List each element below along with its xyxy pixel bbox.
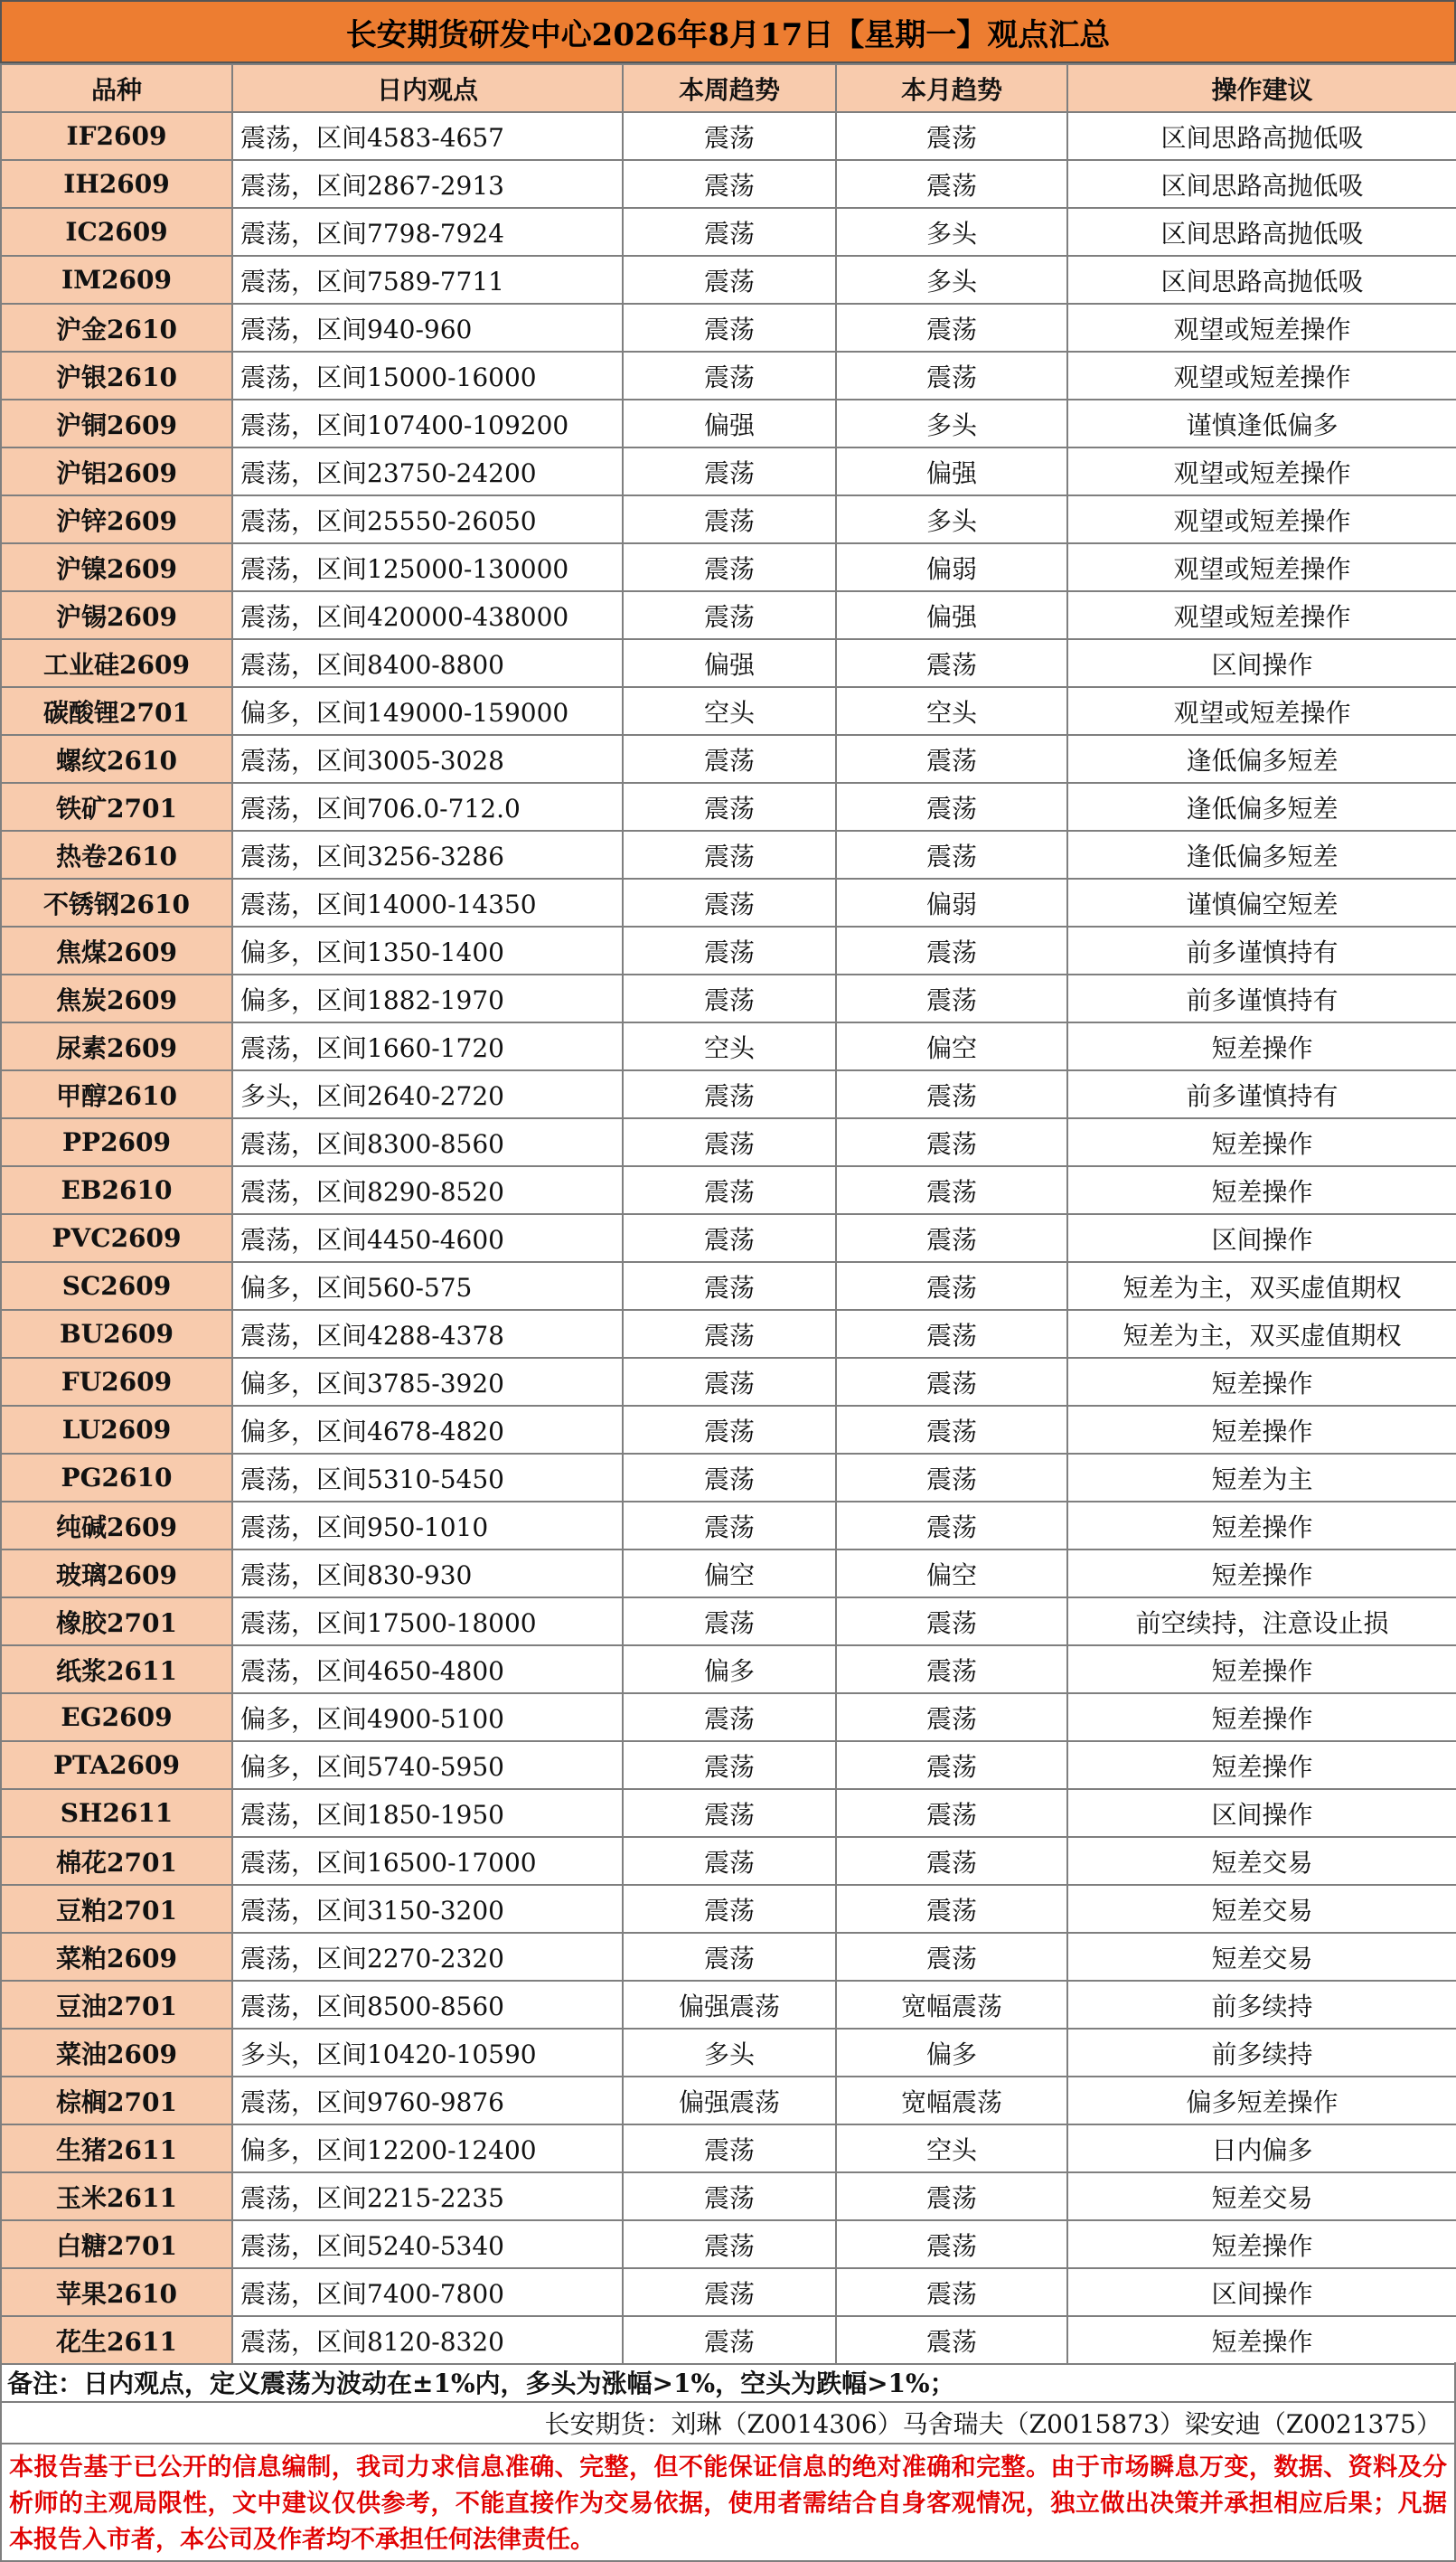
intraday-view-cell: 震荡，区间25550-26050: [232, 495, 623, 543]
table-row: [1, 1214, 1456, 1262]
table-row: [1, 1454, 1456, 1502]
monthly-trend-cell: 宽幅震荡: [836, 1981, 1067, 2029]
page-title: 长安期货研发中心2026年8月17日【星期一】观点汇总: [0, 0, 1456, 63]
table-row: [1, 591, 1456, 639]
intraday-view-cell: 震荡，区间7400-7800: [232, 2268, 623, 2316]
variety-cell: 白糖2701: [1, 2220, 232, 2268]
table-row: [1, 160, 1456, 208]
suggestion-cell: 短差操作: [1067, 1406, 1456, 1454]
suggestion-cell: 短差操作: [1067, 1502, 1456, 1549]
table-header-row: [1, 64, 1456, 112]
variety-cell: 菜粕2609: [1, 1933, 232, 1981]
variety-cell: IM2609: [1, 256, 232, 304]
suggestion-cell: 短差交易: [1067, 2172, 1456, 2220]
monthly-trend-cell: 震荡: [836, 352, 1067, 400]
table-row: [1, 783, 1456, 831]
monthly-trend-cell: 震荡: [836, 160, 1067, 208]
intraday-view-cell: 震荡，区间830-930: [232, 1549, 623, 1597]
variety-cell: 菜油2609: [1, 2029, 232, 2077]
monthly-trend-cell: 震荡: [836, 783, 1067, 831]
table-row: [1, 1502, 1456, 1549]
suggestion-cell: 短差操作: [1067, 1645, 1456, 1693]
weekly-trend-cell: 震荡: [623, 352, 836, 400]
table-row: [1, 256, 1456, 304]
monthly-trend-cell: 偏多: [836, 2029, 1067, 2077]
suggestion-cell: 前多谨慎持有: [1067, 975, 1456, 1022]
variety-cell: EB2610: [1, 1166, 232, 1214]
weekly-trend-cell: 震荡: [623, 1454, 836, 1502]
suggestion-cell: 短差操作: [1067, 1166, 1456, 1214]
table-row: [1, 1837, 1456, 1885]
table-row: [1, 1693, 1456, 1741]
weekly-trend-cell: 震荡: [623, 831, 836, 879]
variety-cell: 焦煤2609: [1, 927, 232, 975]
weekly-trend-cell: 震荡: [623, 1358, 836, 1406]
table-body: [1, 112, 1456, 2364]
variety-cell: 不锈钢2610: [1, 879, 232, 927]
weekly-trend-cell: 震荡: [623, 2268, 836, 2316]
variety-cell: 豆油2701: [1, 1981, 232, 2029]
monthly-trend-cell: 震荡: [836, 831, 1067, 879]
suggestion-cell: 谨慎偏空短差: [1067, 879, 1456, 927]
monthly-trend-cell: 震荡: [836, 1645, 1067, 1693]
variety-cell: LU2609: [1, 1406, 232, 1454]
table-row: [1, 735, 1456, 783]
variety-cell: EG2609: [1, 1693, 232, 1741]
intraday-view-cell: 震荡，区间8120-8320: [232, 2316, 623, 2364]
suggestion-cell: 区间操作: [1067, 639, 1456, 687]
table-row: [1, 831, 1456, 879]
suggestion-cell: 观望或短差操作: [1067, 304, 1456, 352]
monthly-trend-cell: 震荡: [836, 1454, 1067, 1502]
weekly-trend-cell: 偏强震荡: [623, 1981, 836, 2029]
suggestion-cell: 短差交易: [1067, 1885, 1456, 1933]
suggestion-cell: 日内偏多: [1067, 2124, 1456, 2172]
intraday-view-cell: 震荡，区间17500-18000: [232, 1597, 623, 1645]
intraday-view-cell: 震荡，区间14000-14350: [232, 879, 623, 927]
variety-cell: SC2609: [1, 1262, 232, 1310]
monthly-trend-cell: 偏弱: [836, 879, 1067, 927]
intraday-view-cell: 震荡，区间2270-2320: [232, 1933, 623, 1981]
table-row: [1, 2077, 1456, 2124]
variety-cell: 沪金2610: [1, 304, 232, 352]
suggestion-cell: 观望或短差操作: [1067, 495, 1456, 543]
intraday-view-cell: 震荡，区间940-960: [232, 304, 623, 352]
table-row: [1, 1262, 1456, 1310]
intraday-view-cell: 震荡，区间2867-2913: [232, 160, 623, 208]
table-row: [1, 927, 1456, 975]
monthly-trend-cell: 震荡: [836, 1310, 1067, 1358]
monthly-trend-cell: 震荡: [836, 112, 1067, 160]
weekly-trend-cell: 震荡: [623, 735, 836, 783]
table-row: [1, 400, 1456, 447]
variety-cell: IF2609: [1, 112, 232, 160]
variety-cell: PG2610: [1, 1454, 232, 1502]
intraday-view-cell: 震荡，区间4583-4657: [232, 112, 623, 160]
suggestion-cell: 短差为主: [1067, 1454, 1456, 1502]
suggestion-cell: 区间思路高抛低吸: [1067, 112, 1456, 160]
monthly-trend-cell: 震荡: [836, 2172, 1067, 2220]
monthly-trend-cell: 多头: [836, 495, 1067, 543]
weekly-trend-cell: 震荡: [623, 256, 836, 304]
intraday-view-cell: 偏多，区间560-575: [232, 1262, 623, 1310]
table-row: [1, 1070, 1456, 1118]
variety-cell: 棕榈2701: [1, 2077, 232, 2124]
weekly-trend-cell: 空头: [623, 1022, 836, 1070]
intraday-view-cell: 震荡，区间4650-4800: [232, 1645, 623, 1693]
variety-cell: 橡胶2701: [1, 1597, 232, 1645]
weekly-trend-cell: 震荡: [623, 1502, 836, 1549]
monthly-trend-cell: 震荡: [836, 2268, 1067, 2316]
table-row: [1, 1981, 1456, 2029]
intraday-view-cell: 震荡，区间3150-3200: [232, 1885, 623, 1933]
table-row: [1, 1118, 1456, 1166]
suggestion-cell: 区间思路高抛低吸: [1067, 208, 1456, 256]
variety-cell: PVC2609: [1, 1214, 232, 1262]
table-row: [1, 1406, 1456, 1454]
table-row: [1, 879, 1456, 927]
weekly-trend-cell: 震荡: [623, 1789, 836, 1837]
table-row: [1, 975, 1456, 1022]
disclaimer: 本报告基于已公开的信息编制，我司力求信息准确、完整，但不能保证信息的绝对准确和完整。由于市场瞬息万变，数据、资料及分析师的主观局限性，文中建议仅供参考，不能直接作为交易依据，使用者需结合自身客观情况，独立做出决策并承担相应后果；凡据本报告入市者，本公司及作者均不承担任何法律责任。: [0, 2444, 1456, 2562]
suggestion-cell: 短差操作: [1067, 1693, 1456, 1741]
weekly-trend-cell: 震荡: [623, 1070, 836, 1118]
intraday-view-cell: 震荡，区间706.0-712.0: [232, 783, 623, 831]
suggestion-cell: 逢低偏多短差: [1067, 831, 1456, 879]
suggestion-cell: 短差为主，双买虚值期权: [1067, 1262, 1456, 1310]
intraday-view-cell: 震荡，区间1660-1720: [232, 1022, 623, 1070]
variety-cell: 沪铜2609: [1, 400, 232, 447]
intraday-view-cell: 震荡，区间125000-130000: [232, 543, 623, 591]
table-row: [1, 2029, 1456, 2077]
table-row: [1, 1789, 1456, 1837]
variety-cell: 棉花2701: [1, 1837, 232, 1885]
weekly-trend-cell: 震荡: [623, 112, 836, 160]
footnote: 备注：日内观点，定义震荡为波动在±1%内，多头为涨幅>1%，空头为跌幅>1%；: [0, 2362, 1456, 2403]
intraday-view-cell: 偏多，区间5740-5950: [232, 1741, 623, 1789]
weekly-trend-cell: 震荡: [623, 2220, 836, 2268]
suggestion-cell: 区间操作: [1067, 2268, 1456, 2316]
suggestion-cell: 前空续持，注意设止损: [1067, 1597, 1456, 1645]
variety-cell: PP2609: [1, 1118, 232, 1166]
weekly-trend-cell: 震荡: [623, 1885, 836, 1933]
table-row: [1, 1597, 1456, 1645]
weekly-trend-cell: 震荡: [623, 1262, 836, 1310]
suggestion-cell: 短差交易: [1067, 1837, 1456, 1885]
intraday-view-cell: 震荡，区间7589-7711: [232, 256, 623, 304]
intraday-view-cell: 震荡，区间15000-16000: [232, 352, 623, 400]
weekly-trend-cell: 震荡: [623, 208, 836, 256]
monthly-trend-cell: 偏弱: [836, 543, 1067, 591]
weekly-trend-cell: 震荡: [623, 879, 836, 927]
variety-cell: BU2609: [1, 1310, 232, 1358]
header-variety: 品种: [1, 64, 232, 112]
monthly-trend-cell: 震荡: [836, 1406, 1067, 1454]
weekly-trend-cell: 震荡: [623, 2316, 836, 2364]
weekly-trend-cell: 震荡: [623, 591, 836, 639]
table-row: [1, 1741, 1456, 1789]
intraday-view-cell: 偏多，区间12200-12400: [232, 2124, 623, 2172]
views-table: [0, 63, 1456, 2365]
suggestion-cell: 区间操作: [1067, 1789, 1456, 1837]
suggestion-cell: 短差交易: [1067, 1933, 1456, 1981]
weekly-trend-cell: 震荡: [623, 160, 836, 208]
intraday-view-cell: 震荡，区间3256-3286: [232, 831, 623, 879]
monthly-trend-cell: 震荡: [836, 1885, 1067, 1933]
analyst-credits: 长安期货：刘琳（Z0014306）马舍瑞夫（Z0015873）梁安迪（Z0021375）: [0, 2403, 1456, 2444]
intraday-view-cell: 偏多，区间149000-159000: [232, 687, 623, 735]
variety-cell: IH2609: [1, 160, 232, 208]
monthly-trend-cell: 震荡: [836, 304, 1067, 352]
suggestion-cell: 逢低偏多短差: [1067, 735, 1456, 783]
table-row: [1, 543, 1456, 591]
suggestion-cell: 前多谨慎持有: [1067, 927, 1456, 975]
monthly-trend-cell: 震荡: [836, 1502, 1067, 1549]
monthly-trend-cell: 震荡: [836, 639, 1067, 687]
variety-cell: 纯碱2609: [1, 1502, 232, 1549]
table-row: [1, 1310, 1456, 1358]
weekly-trend-cell: 偏强震荡: [623, 2077, 836, 2124]
weekly-trend-cell: 偏空: [623, 1549, 836, 1597]
table-row: [1, 304, 1456, 352]
weekly-trend-cell: 空头: [623, 687, 836, 735]
monthly-trend-cell: 震荡: [836, 2220, 1067, 2268]
monthly-trend-cell: 震荡: [836, 1789, 1067, 1837]
intraday-view-cell: 震荡，区间8300-8560: [232, 1118, 623, 1166]
monthly-trend-cell: 偏强: [836, 591, 1067, 639]
monthly-trend-cell: 多头: [836, 256, 1067, 304]
intraday-view-cell: 震荡，区间950-1010: [232, 1502, 623, 1549]
suggestion-cell: 前多续持: [1067, 2029, 1456, 2077]
table-row: [1, 1358, 1456, 1406]
intraday-view-cell: 偏多，区间1350-1400: [232, 927, 623, 975]
variety-cell: 苹果2610: [1, 2268, 232, 2316]
table-row: [1, 447, 1456, 495]
table-row: [1, 687, 1456, 735]
weekly-trend-cell: 震荡: [623, 927, 836, 975]
monthly-trend-cell: 震荡: [836, 1693, 1067, 1741]
variety-cell: IC2609: [1, 208, 232, 256]
monthly-trend-cell: 空头: [836, 2124, 1067, 2172]
suggestion-cell: 区间操作: [1067, 1214, 1456, 1262]
monthly-trend-cell: 震荡: [836, 1262, 1067, 1310]
variety-cell: 沪铝2609: [1, 447, 232, 495]
weekly-trend-cell: 震荡: [623, 495, 836, 543]
variety-cell: 铁矿2701: [1, 783, 232, 831]
suggestion-cell: 短差操作: [1067, 2316, 1456, 2364]
intraday-view-cell: 震荡，区间5310-5450: [232, 1454, 623, 1502]
weekly-trend-cell: 震荡: [623, 1933, 836, 1981]
suggestion-cell: 观望或短差操作: [1067, 591, 1456, 639]
table-row: [1, 2268, 1456, 2316]
intraday-view-cell: 震荡，区间4288-4378: [232, 1310, 623, 1358]
table-row: [1, 1885, 1456, 1933]
monthly-trend-cell: 震荡: [836, 1597, 1067, 1645]
intraday-view-cell: 偏多，区间4678-4820: [232, 1406, 623, 1454]
intraday-view-cell: 偏多，区间4900-5100: [232, 1693, 623, 1741]
suggestion-cell: 观望或短差操作: [1067, 687, 1456, 735]
table-row: [1, 1645, 1456, 1693]
suggestion-cell: 短差操作: [1067, 2220, 1456, 2268]
monthly-trend-cell: 震荡: [836, 927, 1067, 975]
variety-cell: 甲醇2610: [1, 1070, 232, 1118]
table-row: [1, 1022, 1456, 1070]
variety-cell: 纸浆2611: [1, 1645, 232, 1693]
header-suggestion: 操作建议: [1067, 64, 1456, 112]
variety-cell: 工业硅2609: [1, 639, 232, 687]
weekly-trend-cell: 震荡: [623, 1837, 836, 1885]
intraday-view-cell: 震荡，区间23750-24200: [232, 447, 623, 495]
weekly-trend-cell: 震荡: [623, 1597, 836, 1645]
monthly-trend-cell: 震荡: [836, 1837, 1067, 1885]
intraday-view-cell: 震荡，区间7798-7924: [232, 208, 623, 256]
table-row: [1, 2124, 1456, 2172]
monthly-trend-cell: 多头: [836, 208, 1067, 256]
table-row: [1, 2220, 1456, 2268]
monthly-trend-cell: 偏空: [836, 1549, 1067, 1597]
variety-cell: 螺纹2610: [1, 735, 232, 783]
intraday-view-cell: 多头，区间2640-2720: [232, 1070, 623, 1118]
intraday-view-cell: 多头，区间10420-10590: [232, 2029, 623, 2077]
suggestion-cell: 观望或短差操作: [1067, 543, 1456, 591]
variety-cell: 豆粕2701: [1, 1885, 232, 1933]
table-row: [1, 112, 1456, 160]
variety-cell: 沪锡2609: [1, 591, 232, 639]
weekly-trend-cell: 多头: [623, 2029, 836, 2077]
variety-cell: PTA2609: [1, 1741, 232, 1789]
intraday-view-cell: 震荡，区间420000-438000: [232, 591, 623, 639]
monthly-trend-cell: 震荡: [836, 1741, 1067, 1789]
monthly-trend-cell: 震荡: [836, 2316, 1067, 2364]
variety-cell: 碳酸锂2701: [1, 687, 232, 735]
intraday-view-cell: 偏多，区间1882-1970: [232, 975, 623, 1022]
weekly-trend-cell: 震荡: [623, 447, 836, 495]
table-row: [1, 352, 1456, 400]
header-intraday-view: 日内观点: [232, 64, 623, 112]
suggestion-cell: 短差操作: [1067, 1549, 1456, 1597]
variety-cell: 沪镍2609: [1, 543, 232, 591]
variety-cell: 生猪2611: [1, 2124, 232, 2172]
intraday-view-cell: 震荡，区间4450-4600: [232, 1214, 623, 1262]
weekly-trend-cell: 震荡: [623, 543, 836, 591]
suggestion-cell: 短差操作: [1067, 1741, 1456, 1789]
table-row: [1, 2316, 1456, 2364]
suggestion-cell: 短差操作: [1067, 1358, 1456, 1406]
suggestion-cell: 逢低偏多短差: [1067, 783, 1456, 831]
variety-cell: 玉米2611: [1, 2172, 232, 2220]
intraday-view-cell: 震荡，区间5240-5340: [232, 2220, 623, 2268]
monthly-trend-cell: 宽幅震荡: [836, 2077, 1067, 2124]
intraday-view-cell: 震荡，区间16500-17000: [232, 1837, 623, 1885]
weekly-trend-cell: 震荡: [623, 1310, 836, 1358]
monthly-trend-cell: 震荡: [836, 975, 1067, 1022]
suggestion-cell: 前多谨慎持有: [1067, 1070, 1456, 1118]
variety-cell: 沪锌2609: [1, 495, 232, 543]
weekly-trend-cell: 震荡: [623, 975, 836, 1022]
table-row: [1, 1933, 1456, 1981]
monthly-trend-cell: 多头: [836, 400, 1067, 447]
intraday-view-cell: 震荡，区间8400-8800: [232, 639, 623, 687]
variety-cell: 玻璃2609: [1, 1549, 232, 1597]
variety-cell: 尿素2609: [1, 1022, 232, 1070]
suggestion-cell: 短差操作: [1067, 1118, 1456, 1166]
table-row: [1, 639, 1456, 687]
weekly-trend-cell: 震荡: [623, 304, 836, 352]
variety-cell: 沪银2610: [1, 352, 232, 400]
weekly-trend-cell: 震荡: [623, 1741, 836, 1789]
variety-cell: 花生2611: [1, 2316, 232, 2364]
intraday-view-cell: 偏多，区间3785-3920: [232, 1358, 623, 1406]
monthly-trend-cell: 震荡: [836, 1933, 1067, 1981]
intraday-view-cell: 震荡，区间8290-8520: [232, 1166, 623, 1214]
suggestion-cell: 观望或短差操作: [1067, 447, 1456, 495]
suggestion-cell: 观望或短差操作: [1067, 352, 1456, 400]
weekly-trend-cell: 偏多: [623, 1645, 836, 1693]
table-row: [1, 1166, 1456, 1214]
suggestion-cell: 偏多短差操作: [1067, 2077, 1456, 2124]
monthly-trend-cell: 震荡: [836, 735, 1067, 783]
weekly-trend-cell: 偏强: [623, 400, 836, 447]
weekly-trend-cell: 偏强: [623, 639, 836, 687]
variety-cell: SH2611: [1, 1789, 232, 1837]
weekly-trend-cell: 震荡: [623, 1693, 836, 1741]
monthly-trend-cell: 震荡: [836, 1214, 1067, 1262]
monthly-trend-cell: 空头: [836, 687, 1067, 735]
monthly-trend-cell: 震荡: [836, 1118, 1067, 1166]
suggestion-cell: 谨慎逢低偏多: [1067, 400, 1456, 447]
table-row: [1, 1549, 1456, 1597]
table-row: [1, 495, 1456, 543]
variety-cell: 热卷2610: [1, 831, 232, 879]
weekly-trend-cell: 震荡: [623, 2124, 836, 2172]
weekly-trend-cell: 震荡: [623, 1118, 836, 1166]
intraday-view-cell: 震荡，区间1850-1950: [232, 1789, 623, 1837]
suggestion-cell: 短差为主，双买虚值期权: [1067, 1310, 1456, 1358]
suggestion-cell: 短差操作: [1067, 1022, 1456, 1070]
weekly-trend-cell: 震荡: [623, 2172, 836, 2220]
monthly-trend-cell: 震荡: [836, 1070, 1067, 1118]
intraday-view-cell: 震荡，区间8500-8560: [232, 1981, 623, 2029]
monthly-trend-cell: 偏空: [836, 1022, 1067, 1070]
table-row: [1, 2172, 1456, 2220]
intraday-view-cell: 震荡，区间9760-9876: [232, 2077, 623, 2124]
suggestion-cell: 区间思路高抛低吸: [1067, 256, 1456, 304]
weekly-trend-cell: 震荡: [623, 1214, 836, 1262]
suggestion-cell: 前多续持: [1067, 1981, 1456, 2029]
weekly-trend-cell: 震荡: [623, 1166, 836, 1214]
monthly-trend-cell: 震荡: [836, 1358, 1067, 1406]
variety-cell: FU2609: [1, 1358, 232, 1406]
header-monthly-trend: 本月趋势: [836, 64, 1067, 112]
weekly-trend-cell: 震荡: [623, 1406, 836, 1454]
monthly-trend-cell: 偏强: [836, 447, 1067, 495]
header-weekly-trend: 本周趋势: [623, 64, 836, 112]
variety-cell: 焦炭2609: [1, 975, 232, 1022]
suggestion-cell: 区间思路高抛低吸: [1067, 160, 1456, 208]
intraday-view-cell: 震荡，区间3005-3028: [232, 735, 623, 783]
monthly-trend-cell: 震荡: [836, 1166, 1067, 1214]
intraday-view-cell: 震荡，区间2215-2235: [232, 2172, 623, 2220]
weekly-trend-cell: 震荡: [623, 783, 836, 831]
intraday-view-cell: 震荡，区间107400-109200: [232, 400, 623, 447]
table-row: [1, 208, 1456, 256]
